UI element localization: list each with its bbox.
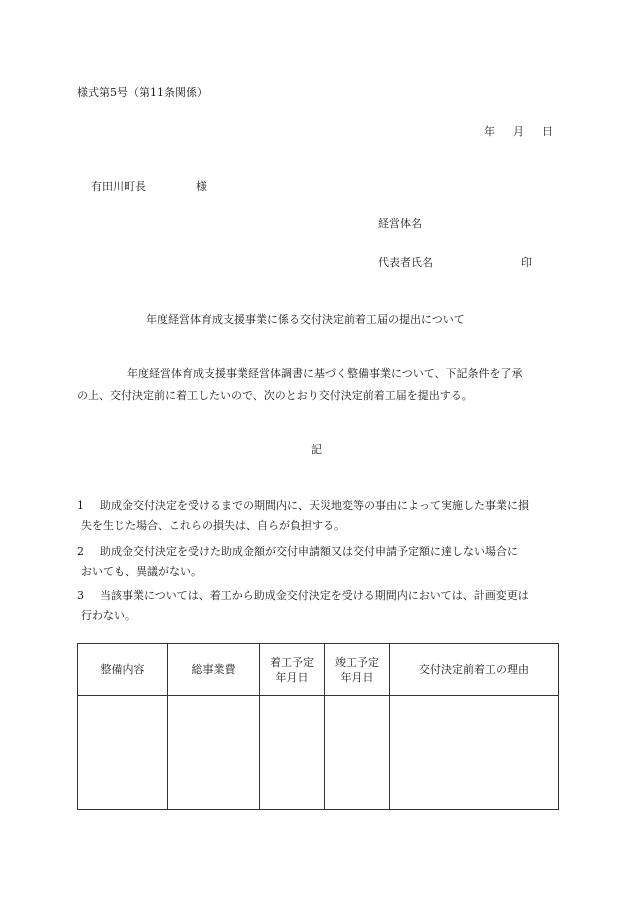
condition-number: 3 <box>77 589 84 602</box>
condition-continuation: 行わない。 <box>81 609 136 622</box>
form-number: 様式第5号（第11条関係） <box>77 86 208 99</box>
cell-completion-date[interactable] <box>325 696 390 810</box>
condition-item-1 <box>77 496 558 536</box>
addressee-name: 有田川町長 <box>91 180 146 193</box>
header-completion-date: 竣工予定 年月日 <box>325 644 390 696</box>
condition-number: 2 <box>77 545 84 558</box>
condition-number: 1 <box>77 499 84 512</box>
condition-text: 助成金交付決定を受けた助成金額が交付申請額又は交付申請予定額に達しない場合に <box>100 545 518 558</box>
work-plan-table <box>77 643 559 810</box>
header-total-cost: 総事業費 <box>168 644 260 696</box>
cell-total-cost[interactable] <box>168 696 260 810</box>
header-start-date: 着工予定 年月日 <box>260 644 325 696</box>
date-year: 年 <box>484 125 495 138</box>
condition-item-3 <box>77 586 558 626</box>
date-day: 日 <box>542 125 553 138</box>
date-line <box>484 125 553 139</box>
body-paragraph <box>77 363 558 407</box>
body-line-2: の上、交付決定前に着工したいので、次のとおり交付決定前着工届を提出する。 <box>77 389 473 402</box>
ki-heading: 記 <box>311 443 322 456</box>
condition-line <box>77 586 558 606</box>
date-month: 月 <box>513 125 524 138</box>
condition-continuation: おいても、異議がない。 <box>81 565 202 578</box>
condition-item-2 <box>77 542 558 582</box>
cell-reason[interactable] <box>390 696 559 810</box>
addressee-honorific: 様 <box>196 180 207 193</box>
entity-name-label: 経営体名 <box>378 217 422 230</box>
cell-work-content[interactable] <box>78 696 168 810</box>
seal-mark: 印 <box>521 256 532 269</box>
representative-label: 代表者氏名 <box>378 256 433 269</box>
header-reason: 交付決定前着工の理由 <box>390 644 559 696</box>
condition-line <box>77 496 558 516</box>
body-line-1: 年度経営体育成支援事業経営体調書に基づく整備事業について、下記条件を了承 <box>127 367 523 380</box>
table-header-row <box>78 644 559 696</box>
condition-text: 当該事業については、着工から助成金交付決定を受ける期間内においては、計画変更は <box>100 589 529 602</box>
condition-continuation: 失を生じた場合、これらの損失は、自らが負担する。 <box>81 519 345 532</box>
condition-text: 助成金交付決定を受けるまでの期間内に、天災地変等の事由によって実施した事業に損 <box>100 499 529 512</box>
cell-start-date[interactable] <box>260 696 325 810</box>
header-work-content: 整備内容 <box>78 644 168 696</box>
condition-line <box>77 542 558 562</box>
table-row <box>78 696 559 810</box>
document-title: 年度経営体育成支援事業に係る交付決定前着工届の提出について <box>146 313 465 326</box>
